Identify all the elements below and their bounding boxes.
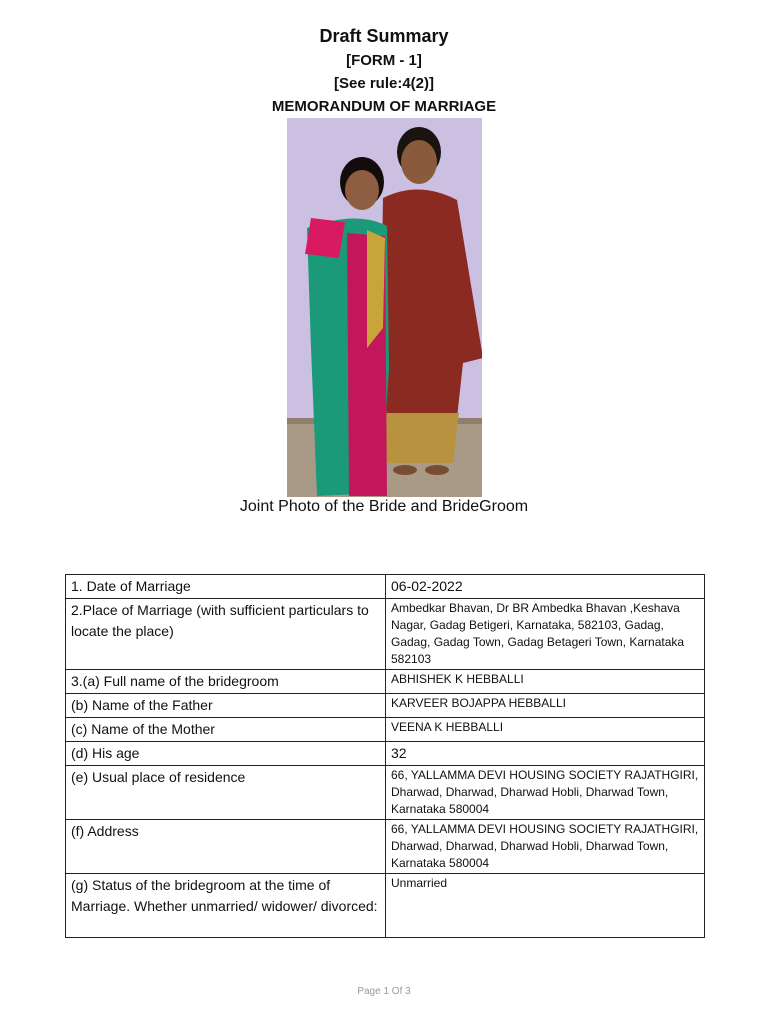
table-row [66,599,705,670]
table-row [66,766,705,820]
row-label: (b) Name of the Father [66,694,386,718]
row-label: 3.(a) Full name of the bridegroom [66,670,386,694]
table-row [66,694,705,718]
row-value: Unmarried [386,874,705,938]
row-label: (g) Status of the bridegroom at the time of Marriage. Whether unmarried/ widower/ divorced: [66,874,386,938]
rule-reference: [See rule:4(2)] [333,75,435,92]
marriage-details-table [65,574,705,938]
table-row [66,820,705,874]
row-value: 06-02-2022 [386,575,705,599]
row-value: 66, YALLAMMA DEVI HOUSING SOCIETY RAJATHGIRI, Dharwad, Dharwad, Dharwad Hobli, Dharwad Town, Karnataka 580004 [386,766,705,820]
table-row [66,670,705,694]
row-label: (d) His age [66,742,386,766]
page-number: Page 1 Of 3 [357,986,411,997]
row-value: VEENA K HEBBALLI [386,718,705,742]
row-label: (c) Name of the Mother [66,718,386,742]
form-number: [FORM - 1] [346,52,422,69]
row-value: Ambedkar Bhavan, Dr BR Ambedka Bhavan ,Keshava Nagar, Gadag Betigeri, Karnataka, 582103, Gadag, Gadag, Gadag Town, Gadag Betageri Town, Karnataka 582103 [386,599,705,670]
document-title: Draft Summary [319,26,449,46]
photo-caption: Joint Photo of the Bride and BrideGroom [239,498,529,515]
table-row [66,742,705,766]
table-row [66,874,705,938]
row-value: KARVEER BOJAPPA HEBBALLI [386,694,705,718]
row-label: (e) Usual place of residence [66,766,386,820]
table-row [66,718,705,742]
row-label: (f) Address [66,820,386,874]
row-label: 2.Place of Marriage (with sufficient particulars to locate the place) [66,599,386,670]
row-value: 32 [386,742,705,766]
document-subtitle: MEMORANDUM OF MARRIAGE [271,98,497,115]
joint-photo [287,118,482,497]
row-label: 1. Date of Marriage [66,575,386,599]
table-row [66,575,705,599]
row-value: ABHISHEK K HEBBALLI [386,670,705,694]
row-value: 66, YALLAMMA DEVI HOUSING SOCIETY RAJATHGIRI, Dharwad, Dharwad, Dharwad Hobli, Dharwad Town, Karnataka 580004 [386,820,705,874]
